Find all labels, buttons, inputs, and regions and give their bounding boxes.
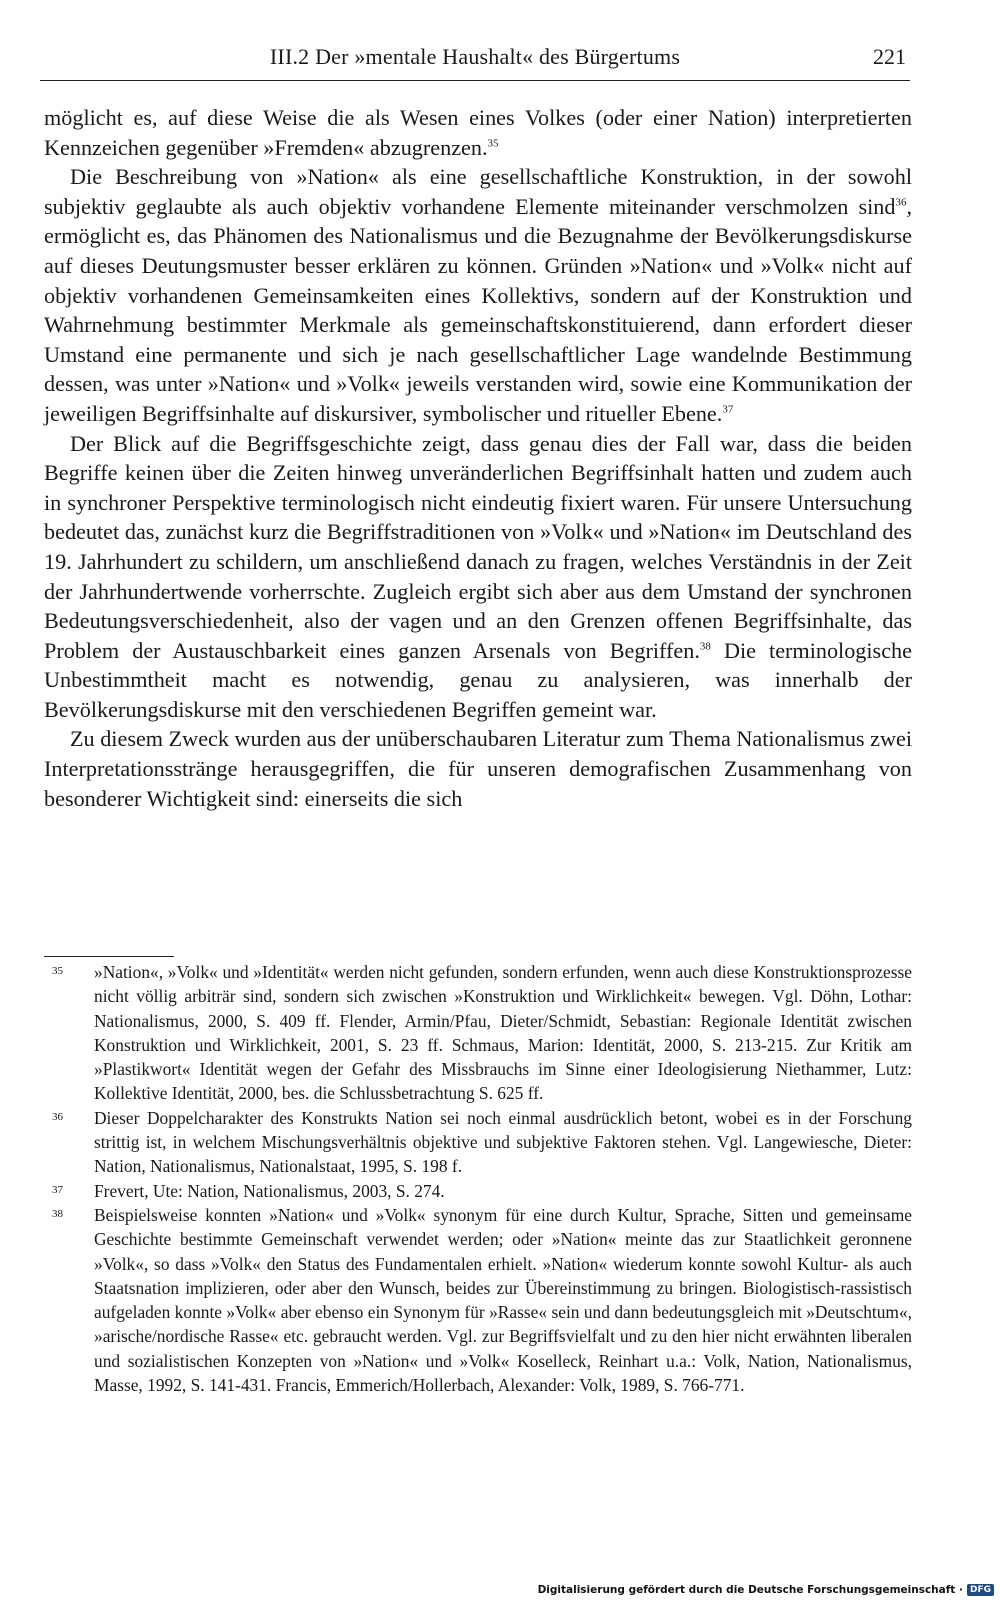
main-text	[44, 103, 912, 813]
footnotes	[44, 960, 912, 1397]
header-rule	[40, 80, 910, 81]
footnote-number: 38	[52, 1207, 63, 1220]
paragraph-3-text-a: Der Blick auf die Begriffsgeschichte zeigt, dass genau dies der Fall war, dass die beiden Begriffe keinen über die Zeiten hinweg unveränderlichen Begriffsinhalt hatten und zudem auch in synchroner Perspektive terminologisch nicht eindeutig fixiert waren. Für unsere Untersuchung bedeutet das, zunächst kurz die Begriffstraditionen von »Volk« und »Nation« im Deutschland des 19. Jahrhundert zu schildern, um anschließend danach zu fragen, welches Verständnis in der Zeit der Jahrhundertwende vorherrschte. Zugleich ergibt sich aber aus dem Umstand der synchronen Bedeutungsverschiedenheit, also der vagen und an den Grenzen offenen Begriffsinhalte, das Problem der Austauschbarkeit eines ganzen Arsenals von Begriffen.	[44, 430, 912, 663]
page-header	[42, 44, 908, 78]
footnote-38	[44, 1203, 912, 1397]
paragraph-1-text: möglicht es, auf diese Weise die als Wesen eines Volkes (oder einer Nation) interpretierten Kennzeichen gegenüber »Fremden« abzugrenzen.	[44, 105, 912, 160]
footnote-37	[44, 1179, 912, 1203]
running-head: III.2 Der »mentale Haushalt« des Bürgertums	[269, 44, 681, 69]
footnote-ref-37: 37	[722, 403, 734, 416]
footnote-ref-38: 38	[699, 640, 711, 653]
credit-text: Digitalisierung gefördert durch die Deutsche Forschungsgemeinschaft ·	[537, 1584, 963, 1596]
footnote-ref-36: 36	[895, 196, 907, 209]
footnote-text: Frevert, Ute: Nation, Nationalismus, 2003, S. 274.	[94, 1180, 445, 1201]
footnote-rule	[44, 956, 174, 957]
paragraph-1	[44, 103, 912, 162]
paragraph-2-text-b: , ermöglicht es, das Phänomen des Nationalismus und die Bezugnahme der Bevölkerungsdiskurse auf dieses Deutungsmuster besser erklären zu können. Gründen »Nation« und »Volk« nicht auf objektiv vorhandenen Gemeinsamkeiten eines Kollektivs, sondern auf der Konstruktion und Wahrnehmung bestimmter Merkmale als gemeinschaftskonstituierend, dann erfordert dieser Umstand eine permanente und sich je nach gesellschaftlicher Lage wandelnde Bestimmung dessen, was unter »Nation« und »Volk« jeweils verstanden wird, sowie eine Kommunikation der jeweiligen Begriffsinhalte auf diskursiver, symbolischer und ritueller Ebene.	[44, 193, 912, 426]
footnote-text: »Nation«, »Volk« und »Identität« werden nicht gefunden, sondern erfunden, wenn auch diese Konstruktionsprozesse nicht völlig arbiträr sind, sondern sich zwischen »Konstruktion und Wirklichkeit« bewegen. Vgl. Döhn, Lothar: Nationalismus, 2000, S. 409 ff. Flender, Armin/Pfau, Dieter/Schmidt, Sebastian: Regionale Identität zwischen Konstruktion und Wirklichkeit, 2001, S. 23 ff. Schmaus, Marion: Identität, 2000, S. 213-215. Zur Kritik am »Plastikwort« Identität wegen der Gefahr des Missbrauchs im Sinne einer Ideologisierung Niethammer, Lutz: Kollektive Identität, 2000, bes. die Schlussbetrachtung S. 625 ff.	[94, 962, 912, 1104]
paragraph-2-text-a: Die Beschreibung von »Nation« als eine gesellschaftliche Konstruktion, in der sowohl subjektiv geglaubte als auch objektiv vorhandene Elemente miteinander verschmolzen sind	[44, 164, 912, 219]
paragraph-3-text-b: Die terminologische Unbestimmtheit macht es notwendig, genau zu analysieren, was innerhalb der Bevölkerungsdiskurse mit den verschiedenen Begriffen gemeint war.	[44, 637, 912, 722]
footnote-text: Beispielsweise konnten »Nation« und »Volk« synonym für eine durch Kultur, Sprache, Sitten und gemeinsame Geschichte bestimmte Gemeinschaft verwendet werden; oder »Nation« meinte das zur Staatlichkeit geronnene »Volk«, so dass »Volk« den Status des Fundamentalen erhielt. »Nation« wiederum konnte sowohl Kultur- als auch Staatsnation implizieren, oder aber den Wunsch, beides zur Übereinstimmung zu bringen. Biologistisch-rassistisch aufgeladen konnte »Volk« aber ebenso ein Synonym für »Rasse« sein und dann bedeutungsgleich mit »Deutschtum«, »arische/nordische Rasse« etc. gebraucht werden. Vgl. zur Begriffsvielfalt und zu den hier nicht erwähnten liberalen und sozialistischen Konzepten von »Nation« und »Volk« Koselleck, Reinhart u.a.: Volk, Nation, Nationalismus, Masse, 1992, S. 141-431. Francis, Emmerich/Hollerbach, Alexander: Volk, 1989, S. 766-771.	[94, 1204, 912, 1396]
paragraph-3	[44, 429, 912, 725]
footnote-36	[44, 1106, 912, 1179]
footnote-ref-35: 35	[487, 137, 499, 150]
page-number: 221	[873, 44, 906, 69]
dfg-logo-icon: DFG	[967, 1584, 994, 1596]
footnote-number: 37	[52, 1183, 63, 1196]
digitization-credit	[538, 1582, 994, 1598]
paragraph-4-text: Zu diesem Zweck wurden aus der unüberschaubaren Literatur zum Thema Nationalismus zwei Interpretationsstränge herausgegriffen, die für unseren demografischen Zusammenhang von besonderer Wichtigkeit sind: einerseits die sich	[44, 726, 912, 811]
footnote-number: 36	[52, 1110, 63, 1123]
footnote-35	[44, 960, 912, 1106]
paragraph-4	[44, 724, 912, 813]
footnote-number: 35	[52, 965, 63, 977]
footnote-text: Dieser Doppelcharakter des Konstrukts Nation sei noch einmal ausdrücklich betont, wobei es in der Forschung strittig ist, in welchem Mischungsverhältnis objektive und subjektive Faktoren stehen. Vgl. Langewiesche, Dieter: Nation, Nationalismus, Nationalstaat, 1995, S. 198 f.	[94, 1107, 912, 1177]
paragraph-2	[44, 162, 912, 428]
